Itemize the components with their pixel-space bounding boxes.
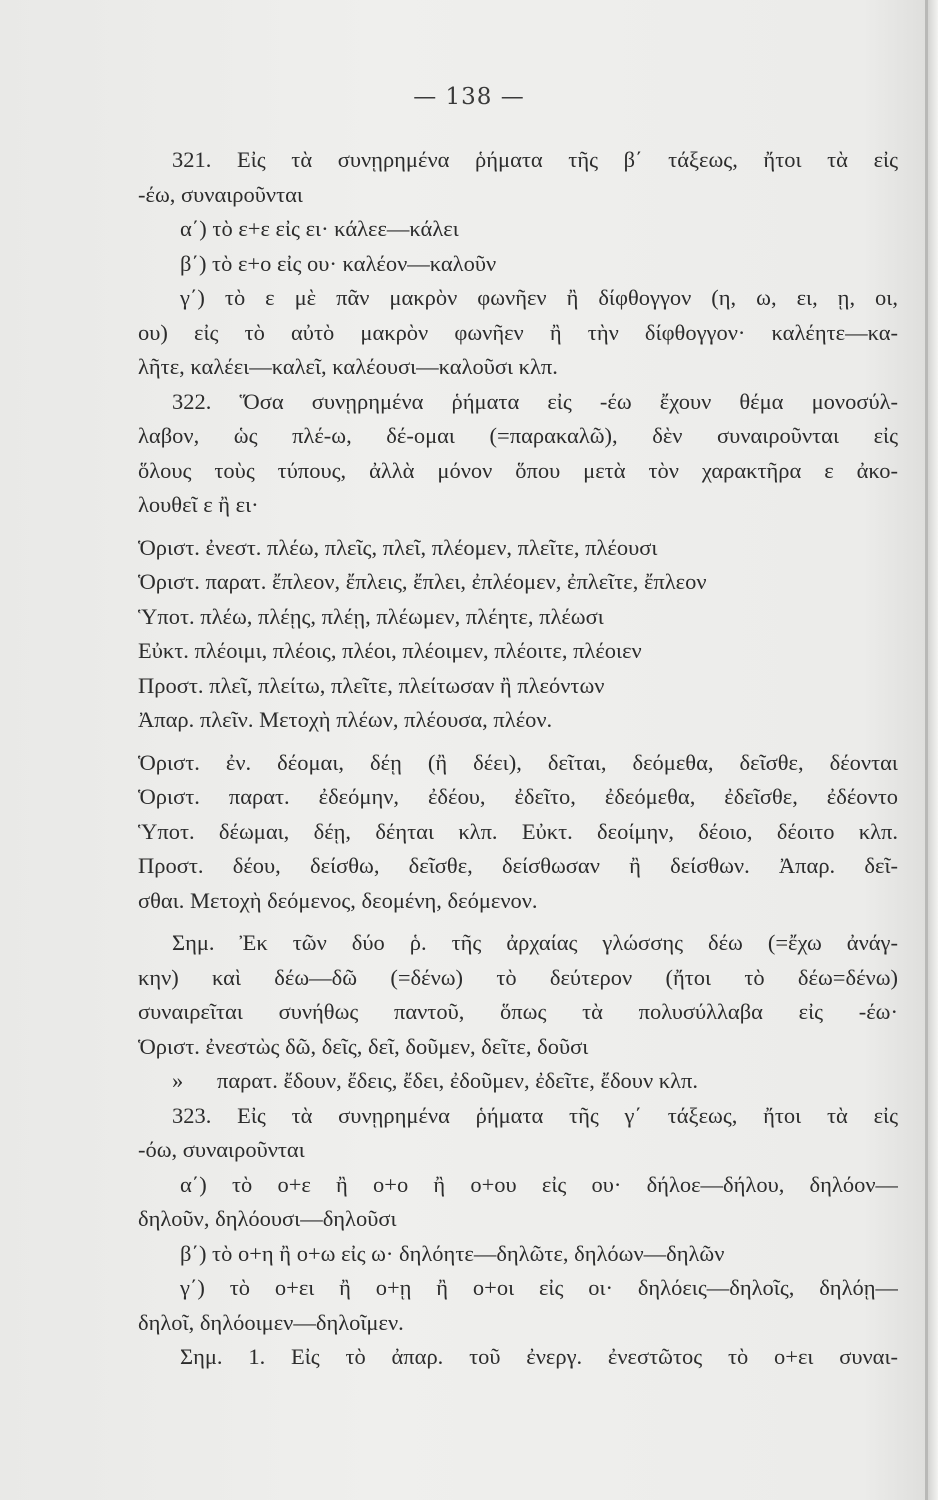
conjugation-line: Ἀπαρ. πλεῖν. Μετοχὴ πλέων, πλέουσα, πλέον. — [138, 707, 553, 732]
rule-beta: β΄) τὸ ε+ο εἰς ου· καλέον—καλοῦν — [180, 250, 497, 276]
section-322-heading: 322. Ὅσα συνῃρημένα ῥήματα εἰς -έω ἔχουν θέμα μονοσύλ- — [172, 388, 898, 414]
text-line: ου) εἰς τὸ αὐτὸ μακρὸν φωνῆεν ἢ τὴν δίφθογγον· καλέητε—κα- — [138, 319, 898, 345]
conjugation-line: Ὑποτ. πλέω, πλέῃς, πλέῃ, πλέωμεν, πλέητε, πλέωσι — [138, 603, 604, 629]
conjugation-line: Ὑποτ. δέωμαι, δέῃ, δέηται κλπ. Εὐκτ. δεοίμην, δέοιο, δέοιτο κλπ. — [138, 818, 898, 844]
conjugation-line: Ὁριστ. ἐν. δέομαι, δέῃ (ἢ δέει), δεῖται, δεόμεθα, δεῖσθε, δέονται — [138, 749, 898, 775]
text-line: κην) καὶ δέω—δῶ (=δένω) τὸ δεύτερον (ἤτοι τὸ δέω=δένω) — [138, 964, 898, 990]
text-line: -όω, συναιροῦνται — [138, 1137, 305, 1162]
rule-alpha: α΄) τὸ ε+ε εἰς ει· κάλεε—κάλει — [180, 216, 459, 241]
text-line: λουθεῖ ε ἢ ει· — [138, 492, 259, 517]
text-line: συναιρεῖται συνήθως παντοῦ, ὅπως τὰ πολυσύλλαβα εἰς -έω· — [138, 999, 898, 1024]
note-heading: Σημ. Ἐκ τῶν δύο ῥ. τῆς ἀρχαίας γλώσσης δέω (=ἔχω ἀνάγ- — [172, 930, 898, 955]
section-321-heading: 321. Εἰς τὰ συνῃρημένα ῥήματα τῆς β΄ τάξεως, ἤτοι τὰ εἰς — [172, 147, 898, 172]
text-line: δηλοῖ, δηλόοιμεν—δηλοῖμεν. — [138, 1309, 404, 1335]
page-number: — 138 — — [413, 84, 525, 110]
conjugation-line: Ὁριστ. ἐνεστὼς δῶ, δεῖς, δεῖ, δοῦμεν, δεῖτε, δοῦσι — [138, 1033, 589, 1059]
rule-alpha: α΄) τὸ ο+ε ἢ ο+ο ἢ ο+ου εἰς ου· δήλοε—δήλου, δηλόον— — [180, 1171, 898, 1197]
note-heading: Σημ. 1. Εἰς τὸ ἀπαρ. τοῦ ἐνεργ. ἐνεστῶτος τὸ ο+ει συναι- — [180, 1344, 898, 1369]
section-323-heading: 323. Εἰς τὰ συνῃρημένα ῥήματα τῆς γ΄ τάξεως, ἤτοι τὰ εἰς — [172, 1102, 898, 1128]
rule-gamma: γ΄) τὸ ε μὲ πᾶν μακρὸν φωνῆεν ἢ δίφθογγον (η, ω, ει, ῃ, οι, — [180, 285, 898, 310]
text-line: -έω, συναιροῦνται — [138, 181, 303, 207]
conjugation-line: Ὁριστ. παρατ. ἐδεόμην, ἐδέου, ἐδεῖτο, ἐδεόμεθα, ἐδεῖσθε, ἐδέοντο — [138, 784, 898, 809]
conjugation-line: Εὐκτ. πλέοιμι, πλέοις, πλέοι, πλέοιμεν, πλέοιτε, πλέοιεν — [138, 638, 642, 663]
main-text — [138, 143, 898, 1375]
conjugation-line: Ὁριστ. ἐνεστ. πλέω, πλεῖς, πλεῖ, πλέομεν, πλεῖτε, πλέουσι — [138, 534, 658, 560]
text-line: λῆτε, καλέει—καλεῖ, καλέουσι—καλοῦσι κλπ. — [138, 354, 558, 379]
conjugation-line: Ὁριστ. παρατ. ἔπλεον, ἔπλεις, ἔπλει, ἐπλέομεν, ἐπλεῖτε, ἔπλεον — [138, 569, 707, 594]
rule-gamma: γ΄) τὸ ο+ει ἢ ο+ῃ ἢ ο+οι εἰς οι· δηλόεις—δηλοῖς, δηλόῃ— — [180, 1275, 898, 1300]
conjugation-line: Προστ. δέου, δείσθω, δεῖσθε, δείσθωσαν ἢ δείσθων. Ἀπαρ. δεῖ- — [138, 853, 898, 878]
rule-beta: β΄) τὸ ο+η ἢ ο+ω εἰς ω· δηλόητε—δηλῶτε, δηλόων—δηλῶν — [180, 1240, 725, 1266]
page-edge-line — [925, 0, 928, 1500]
page-edge-shadow — [928, 0, 938, 1500]
text-line: ὅλους τοὺς τύπους, ἀλλὰ μόνον ὅπου μετὰ τὸν χαρακτῆρα ε ἀκο- — [138, 457, 898, 483]
text-line: δηλοῦν, δηλόουσι—δηλοῦσι — [138, 1206, 397, 1231]
conjugation-line: » παρατ. ἔδουν, ἔδεις, ἔδει, ἐδοῦμεν, ἐδεῖτε, ἔδουν κλπ. — [172, 1068, 698, 1093]
text-line: λαβον, ὡς πλέ-ω, δέ-ομαι (=παρακαλῶ), δὲν συναιροῦνται εἰς — [138, 423, 898, 448]
conjugation-line: Προστ. πλεῖ, πλείτω, πλεῖτε, πλείτωσαν ἢ πλεόντων — [138, 672, 605, 698]
conjugation-line: σθαι. Μετοχὴ δεόμενος, δεομένη, δεόμενον. — [138, 887, 538, 913]
